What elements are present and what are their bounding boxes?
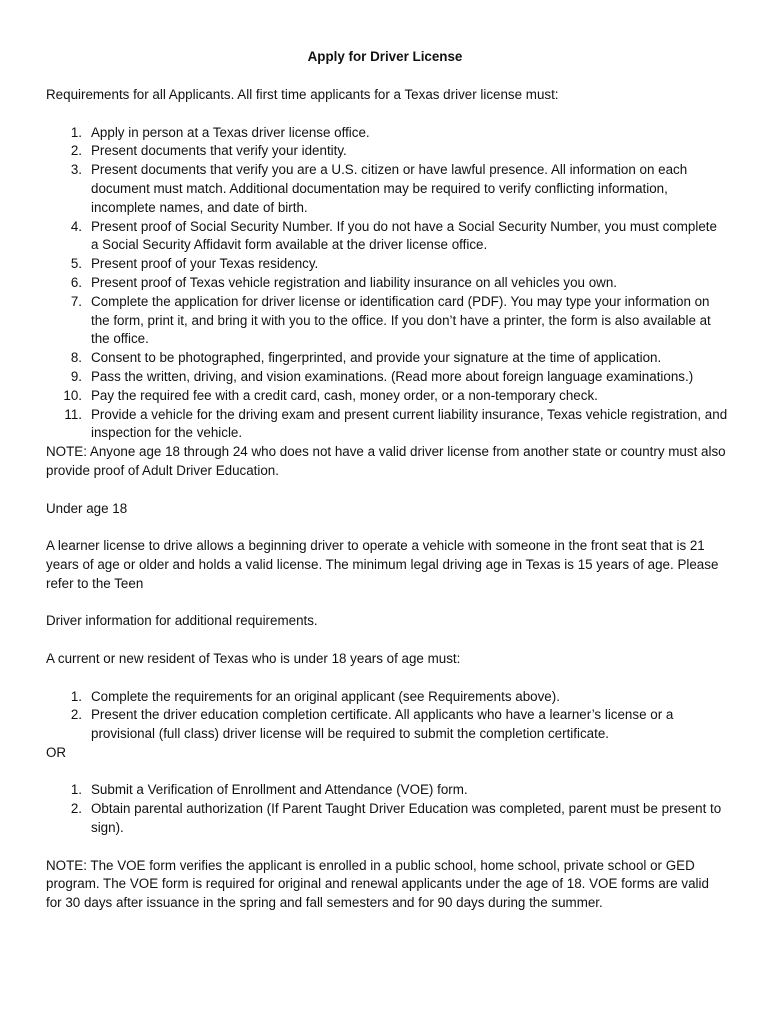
- list-item-number: 4.: [70, 218, 82, 234]
- list-item-number: 2.: [70, 801, 82, 817]
- list-item: [46, 218, 728, 256]
- list-item-text: Present documents that verify you are a U.S. citizen or have lawful presence. All information on each document must match. Additional documentation may be required to verify conflicting information, incomplete names, and date of birth.: [91, 162, 688, 215]
- list-item-number: 1.: [70, 688, 82, 704]
- document-body: [46, 86, 728, 913]
- list-item-number: 11.: [64, 406, 82, 422]
- list-item: [46, 800, 728, 838]
- list-item: [46, 293, 728, 349]
- resident-intro-paragraph: A current or new resident of Texas who is under 18 years of age must:: [46, 650, 461, 666]
- minor-requirements-list: [46, 688, 728, 744]
- list-item: [46, 781, 728, 800]
- list-item-number: 2.: [70, 707, 82, 723]
- note-voe-form: NOTE: The VOE form verifies the applicant is enrolled in a public school, home school, private school or GED program. The VOE form is required for original and renewal applicants under the age of 18. VOE forms are valid for 30 days after issuance in the spring and fall semesters and for 90 days during the summer.: [46, 857, 709, 911]
- list-item-text: Present proof of Texas vehicle registration and liability insurance on all vehicles you own.: [91, 274, 617, 290]
- list-item: [46, 142, 728, 161]
- list-item: [46, 124, 728, 143]
- list-item-text: Present proof of Social Security Number. If you do not have a Social Security Number, you must complete a Social Security Affidavit form available at the driver license office.: [91, 218, 717, 253]
- list-item: [46, 161, 728, 217]
- intro-paragraph: Requirements for all Applicants. All first time applicants for a Texas driver license must:: [46, 87, 559, 102]
- list-item-text: Apply in person at a Texas driver license office.: [91, 124, 370, 140]
- list-item-text: Pay the required fee with a credit card, cash, money order, or a non-temporary check.: [91, 387, 598, 403]
- list-item-number: 1.: [70, 782, 82, 798]
- list-item-text: Present the driver education completion certificate. All applicants who have a learner’s license or a provisional (full class) driver license will be required to submit the completion certificate.: [91, 707, 674, 742]
- list-item-text: Present proof of your Texas residency.: [91, 256, 319, 272]
- list-item-number: 2.: [70, 143, 82, 159]
- list-item-text: Consent to be photographed, fingerprinted, and provide your signature at the time of application.: [91, 350, 662, 366]
- list-item: [46, 406, 728, 444]
- list-item-number: 8.: [70, 350, 82, 366]
- list-item-number: 5.: [70, 256, 82, 272]
- list-item-number: 10.: [63, 387, 82, 403]
- list-item: [46, 255, 728, 274]
- alternative-requirements-list: [46, 781, 728, 837]
- list-item-text: Present documents that verify your identity.: [91, 143, 347, 159]
- requirements-list: [46, 124, 728, 444]
- list-item-text: Complete the requirements for an original applicant (see Requirements above).: [91, 688, 560, 704]
- list-item-number: 7.: [70, 293, 82, 309]
- driver-information-paragraph: Driver information for additional requirements.: [46, 613, 318, 629]
- or-separator: OR: [46, 744, 67, 760]
- list-item-number: 6.: [70, 274, 82, 290]
- list-item-text: Pass the written, driving, and vision examinations. (Read more about foreign language examinations.): [91, 368, 694, 384]
- list-item-number: 3.: [70, 162, 82, 178]
- list-item: [46, 706, 728, 744]
- list-item: [46, 274, 728, 293]
- list-item-text: Obtain parental authorization (If Parent Taught Driver Education was completed, parent must be present to sign).: [91, 801, 722, 836]
- list-item: [46, 368, 728, 387]
- list-item: [46, 349, 728, 368]
- list-item-text: Submit a Verification of Enrollment and Attendance (VOE) form.: [91, 782, 468, 798]
- under-18-heading: Under age 18: [46, 500, 128, 516]
- list-item-number: 9.: [70, 368, 82, 384]
- list-item-text: Complete the application for driver license or identification card (PDF). You may type your information on the form, print it, and bring it with you to the office. If you don’t have a printer, the form is also available at the office.: [91, 293, 711, 347]
- list-item-number: 1.: [70, 124, 82, 140]
- list-item-text: Provide a vehicle for the driving exam and present current liability insurance, Texas vehicle registration, and inspection for the vehicle.: [91, 406, 728, 441]
- list-item: [46, 688, 728, 707]
- page-title: Apply for Driver License: [307, 49, 463, 64]
- list-item: [46, 387, 728, 406]
- learner-license-paragraph: A learner license to drive allows a beginning driver to operate a vehicle with someone in the front seat that is 21 years of age or older and holds a valid license. The minimum legal driving age in Texas is 15 years of age. Please refer to the Teen: [46, 538, 719, 591]
- note-adult-education: NOTE: Anyone age 18 through 24 who does not have a valid driver license from another state or country must also provide proof of Adult Driver Education.: [46, 444, 726, 478]
